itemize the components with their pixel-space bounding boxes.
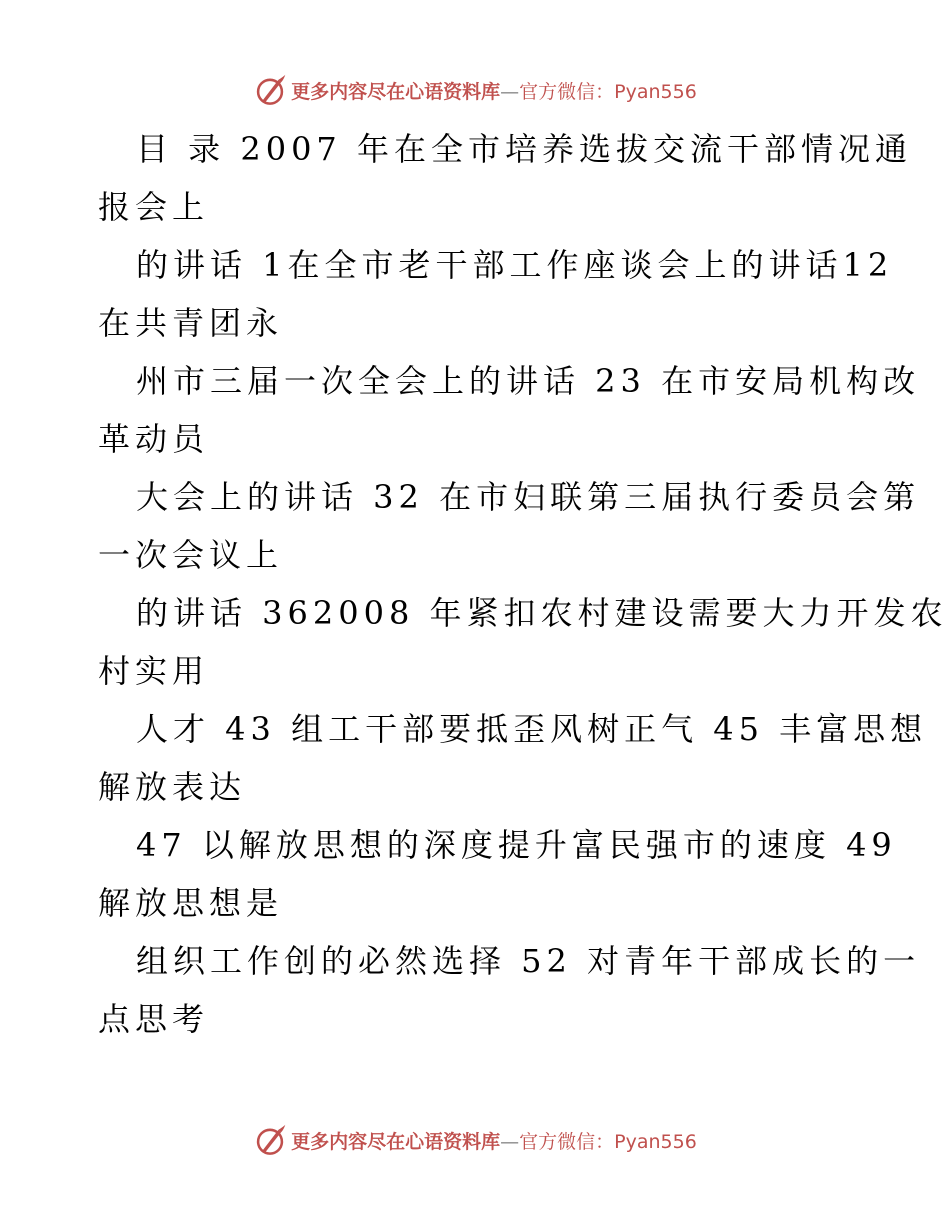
header-brand-text: 更多内容尽在心语资料库 (291, 80, 501, 103)
header-wechat-text: 官方微信：Pyan556 (519, 80, 697, 103)
toc-line: 村实用 (98, 652, 210, 690)
footer-banner (0, 1120, 950, 1160)
toc-line: 的讲话 1在全市老干部工作座谈会上的讲话12 (136, 246, 894, 284)
toc-line: 在共青团永 (98, 304, 284, 342)
toc-line: 州市三届一次全会上的讲话 23 在市安局机构改 (136, 362, 921, 400)
toc-line: 报会上 (98, 188, 210, 226)
footer-separator: — (500, 1130, 520, 1153)
footer-brand-text: 更多内容尽在心语资料库 (291, 1130, 501, 1153)
header-banner-text (291, 77, 697, 104)
header-banner (0, 70, 950, 110)
footer-banner-text (291, 1127, 697, 1154)
toc-line: 革动员 (98, 420, 210, 458)
toc-line: 大会上的讲话 32 在市妇联第三届执行委员会第 (136, 478, 921, 516)
toc-line: 点思考 (98, 1000, 210, 1038)
feather-pen-logo-icon (253, 1123, 287, 1157)
toc-line: 组织工作创的必然选择 52 对青年干部成长的一 (136, 942, 921, 980)
toc-line: 目 录 2007 年在全市培养选拔交流干部情况通 (136, 130, 912, 168)
toc-line: 解放表达 (98, 768, 247, 806)
toc-line: 一次会议上 (98, 536, 284, 574)
toc-line: 的讲话 362008 年紧扣农村建设需要大力开发农 (136, 594, 948, 632)
toc-line: 47 以解放思想的深度提升富民强市的速度 49 (136, 826, 897, 864)
toc-body (98, 120, 948, 1048)
toc-line: 解放思想是 (98, 884, 284, 922)
toc-line: 人才 43 组工干部要抵歪风树正气 45 丰富思想 (136, 710, 928, 748)
header-separator: — (500, 80, 520, 103)
feather-pen-logo-icon (253, 73, 287, 107)
footer-wechat-text: 官方微信：Pyan556 (519, 1130, 697, 1153)
